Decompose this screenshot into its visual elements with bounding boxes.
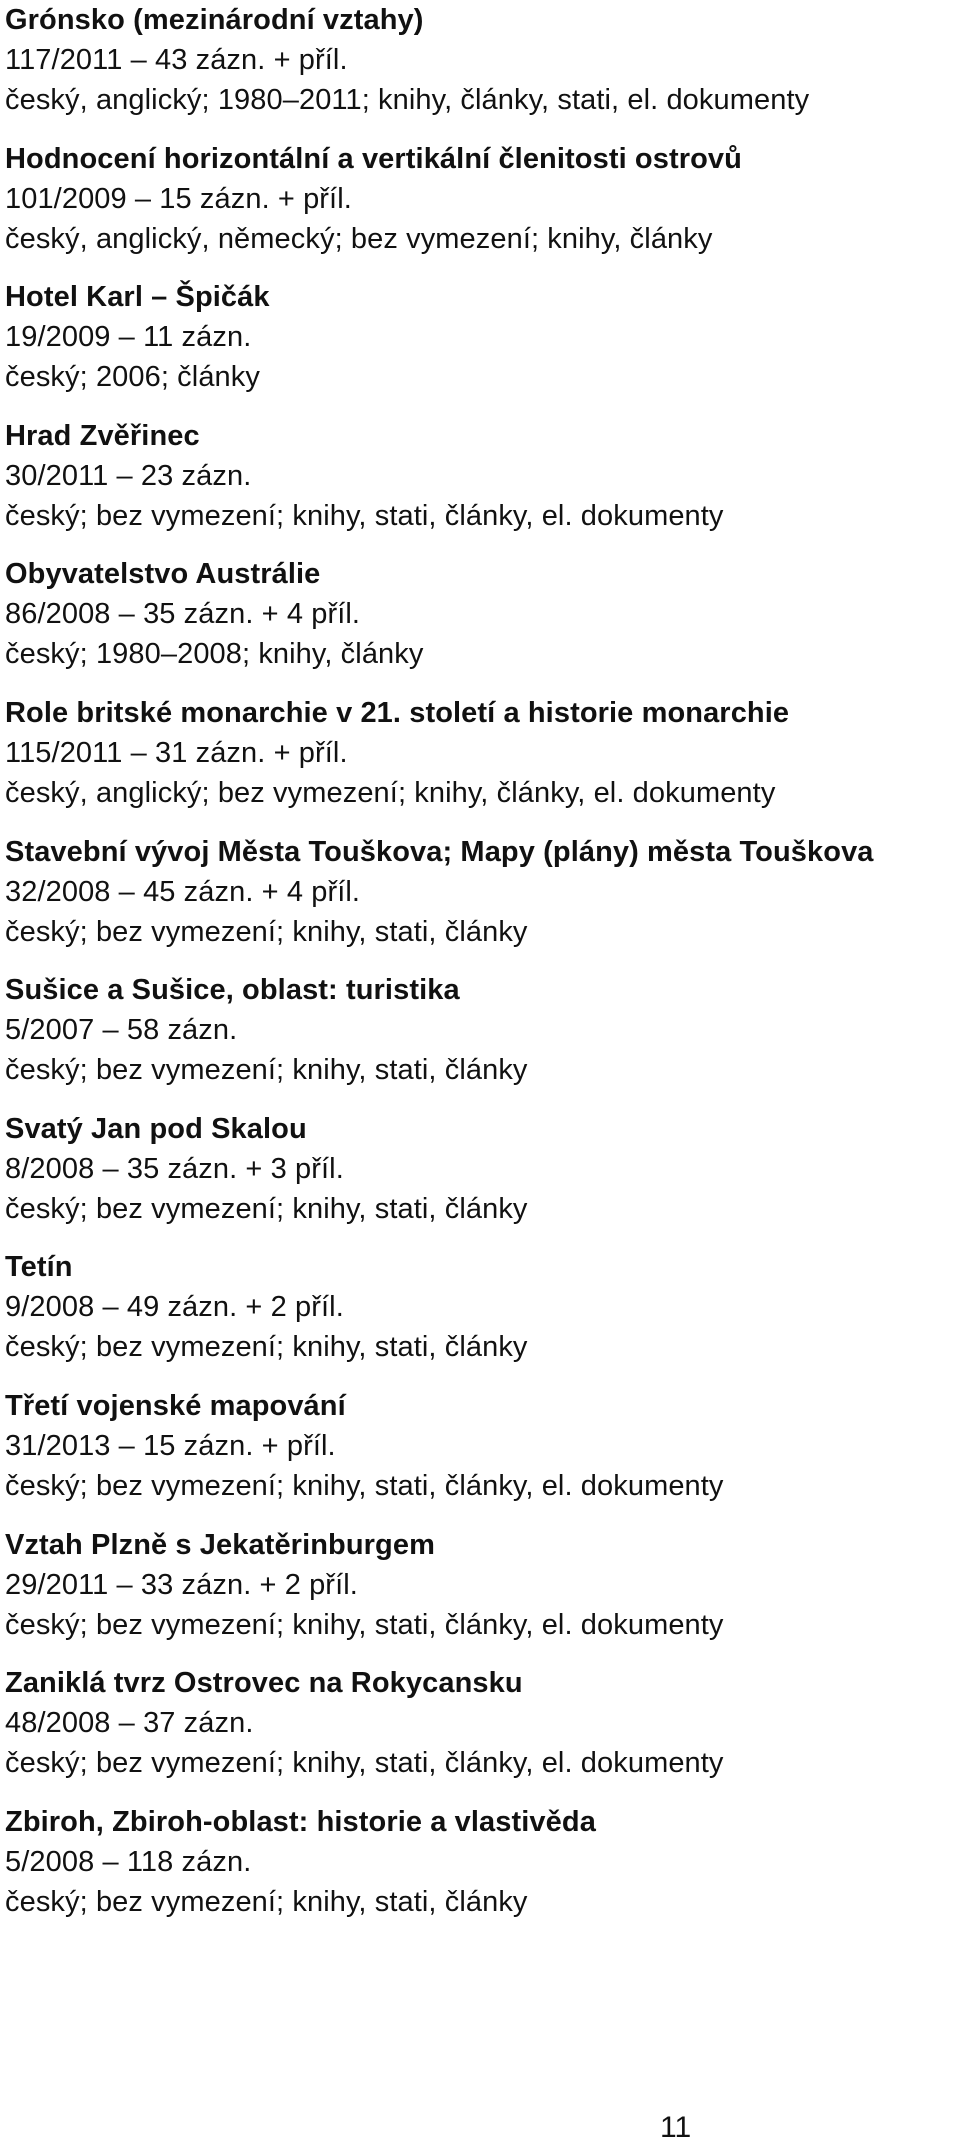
entry-title: Třetí vojenské mapování xyxy=(5,1389,346,1422)
entry-title: Obyvatelstvo Austrálie xyxy=(5,558,321,591)
entry-title: Role britské monarchie v 21. století a historie monarchie xyxy=(5,696,790,729)
entry-description: český; bez vymezení; knihy, stati, články, el. dokumenty xyxy=(5,1608,724,1641)
list-item xyxy=(5,832,955,971)
entry-reference: 5/2008 – 118 zázn. xyxy=(5,1845,252,1878)
list-item xyxy=(5,1109,955,1248)
list-item xyxy=(5,1663,955,1802)
entry-description: český; bez vymezení; knihy, stati, články xyxy=(5,1885,528,1918)
entry-title: Zaniklá tvrz Ostrovec na Rokycansku xyxy=(5,1667,523,1700)
entry-title: Zbiroh, Zbiroh-oblast: historie a vlastivěda xyxy=(5,1805,596,1838)
list-item xyxy=(5,139,955,278)
entry-reference: 9/2008 – 49 zázn. + 2 příl. xyxy=(5,1291,344,1324)
entry-title: Vztah Plzně s Jekatěrinburgem xyxy=(5,1528,435,1561)
entry-reference: 19/2009 – 11 zázn. xyxy=(5,321,252,354)
list-item xyxy=(5,1247,955,1386)
entry-reference: 32/2008 – 45 zázn. + 4 příl. xyxy=(5,875,361,908)
list-item xyxy=(5,970,955,1109)
list-item xyxy=(5,1386,955,1525)
list-item xyxy=(5,1802,955,1941)
entry-description: český, anglický; bez vymezení; knihy, články, el. dokumenty xyxy=(5,776,776,809)
entry-reference: 86/2008 – 35 zázn. + 4 příl. xyxy=(5,598,361,631)
entry-reference: 29/2011 – 33 zázn. + 2 příl. xyxy=(5,1568,358,1601)
entry-title: Hrad Zvěřinec xyxy=(5,419,200,452)
entry-description: český, anglický; 1980–2011; knihy, články, stati, el. dokumenty xyxy=(5,84,810,116)
entry-title: Sušice a Sušice, oblast: turistika xyxy=(5,974,460,1007)
entry-title: Hodnocení horizontální a vertikální členitosti ostrovů xyxy=(5,142,742,175)
page-number: 11 xyxy=(660,2111,692,2144)
entry-title: Svatý Jan pod Skalou xyxy=(5,1112,307,1145)
list-item xyxy=(5,0,955,139)
list-item xyxy=(5,693,955,832)
list-item xyxy=(5,1525,955,1664)
entry-reference: 117/2011 – 43 zázn. + příl. xyxy=(5,44,348,76)
entry-reference: 31/2013 – 15 zázn. + příl. xyxy=(5,1429,336,1462)
entry-description: český; bez vymezení; knihy, stati, články, el. dokumenty xyxy=(5,1469,724,1502)
entry-reference: 30/2011 – 23 zázn. xyxy=(5,459,252,492)
entry-description: český; bez vymezení; knihy, stati, články xyxy=(5,1192,528,1225)
entry-reference: 101/2009 – 15 zázn. + příl. xyxy=(5,182,352,215)
entry-title: Tetín xyxy=(5,1251,73,1284)
entry-description: český; bez vymezení; knihy, stati, články, el. dokumenty xyxy=(5,1747,724,1780)
list-item xyxy=(5,554,955,693)
entry-description: český; 2006; články xyxy=(5,361,260,394)
entry-title: Hotel Karl – Špičák xyxy=(5,281,270,314)
entry-description: český; bez vymezení; knihy, stati, články xyxy=(5,915,528,948)
list-item xyxy=(5,277,955,416)
entry-description: český; bez vymezení; knihy, stati, články, el. dokumenty xyxy=(5,499,724,532)
bibliography-list xyxy=(5,0,955,1940)
entry-description: český, anglický, německý; bez vymezení; knihy, články xyxy=(5,222,713,255)
entry-description: český; bez vymezení; knihy, stati, články xyxy=(5,1331,528,1364)
entry-reference: 48/2008 – 37 zázn. xyxy=(5,1707,254,1740)
entry-reference: 8/2008 – 35 zázn. + 3 příl. xyxy=(5,1152,344,1185)
entry-reference: 5/2007 – 58 zázn. xyxy=(5,1014,238,1047)
entry-description: český; 1980–2008; knihy, články xyxy=(5,638,424,671)
entry-description: český; bez vymezení; knihy, stati, články xyxy=(5,1054,528,1087)
list-item xyxy=(5,416,955,555)
entry-title: Stavební vývoj Města Touškova; Mapy (plány) města Touškova xyxy=(5,835,874,868)
entry-title: Grónsko (mezinárodní vztahy) xyxy=(5,4,424,36)
entry-reference: 115/2011 – 31 zázn. + příl. xyxy=(5,736,348,769)
